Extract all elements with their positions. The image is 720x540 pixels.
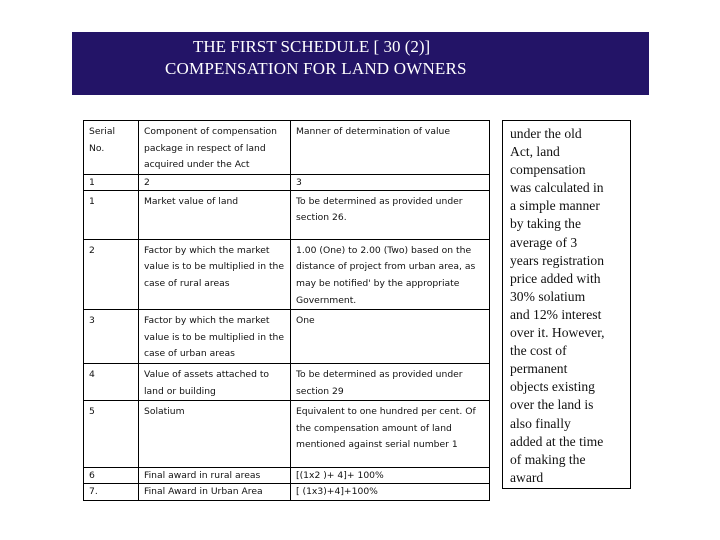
column-number: 2 [139, 174, 291, 190]
title-line-2: COMPENSATION FOR LAND OWNERS [165, 59, 467, 78]
column-number-row [84, 174, 490, 190]
explanatory-note [502, 120, 631, 489]
column-number: 3 [291, 174, 490, 190]
note-line: by taking the [510, 216, 581, 232]
compensation-table [83, 120, 490, 501]
note-line: the cost of [510, 343, 567, 359]
note-line: price added with [510, 270, 601, 286]
table-header-row [84, 121, 490, 175]
header-component: Component of compensation package in respect of land acquired under the Act [139, 121, 291, 175]
cell-component: Market value of land [139, 190, 291, 239]
column-number: 1 [84, 174, 139, 190]
cell-component: Factor by which the market value is to be multiplied in the case of rural areas [139, 239, 291, 309]
cell-component: Factor by which the market value is to be multiplied in the case of urban areas [139, 310, 291, 364]
title-banner [72, 32, 649, 95]
cell-component: Final award in rural areas [139, 468, 291, 484]
note-line: also finally [510, 415, 571, 431]
cell-serial: 1 [84, 190, 139, 239]
cell-manner: Equivalent to one hundred per cent. Of the compensation amount of land mentioned against serial number 1 [291, 401, 490, 468]
cell-manner: [ (1x3)+4]+100% [291, 484, 490, 501]
title-line-1: THE FIRST SCHEDULE [ 30 (2)] [193, 37, 431, 56]
cell-serial: 4 [84, 363, 139, 400]
table-row [84, 310, 490, 364]
note-line: a simple manner [510, 198, 600, 214]
table-row [84, 363, 490, 400]
note-line: and 12% interest [510, 306, 602, 322]
note-line: compensation [510, 162, 586, 178]
note-line: average of 3 [510, 234, 578, 250]
note-line: years registration [510, 252, 604, 268]
cell-manner: To be determined as provided under section 29 [291, 363, 490, 400]
note-line: under the old [510, 126, 582, 141]
cell-manner: One [291, 310, 490, 364]
note-line: was calculated in [510, 180, 604, 196]
table-row [84, 239, 490, 309]
cell-component: Final Award in Urban Area [139, 484, 291, 501]
cell-component: Value of assets attached to land or building [139, 363, 291, 400]
cell-manner: To be determined as provided under section 26. [291, 190, 490, 239]
table-row [84, 190, 490, 239]
cell-manner: [(1x2 )+ 4]+ 100% [291, 468, 490, 484]
cell-component: Solatium [139, 401, 291, 468]
note-line: objects existing [510, 379, 595, 395]
table-row [84, 468, 490, 484]
cell-serial: 5 [84, 401, 139, 468]
note-line: award [510, 469, 544, 485]
cell-serial: 6 [84, 468, 139, 484]
cell-serial: 3 [84, 310, 139, 364]
header-manner: Manner of determination of value [291, 121, 490, 175]
note-line: 30% solatium [510, 288, 586, 304]
note-line: over the land is [510, 397, 594, 413]
cell-serial: 2 [84, 239, 139, 309]
note-line: over it. However, [510, 325, 605, 341]
table-row [84, 484, 490, 501]
header-serial: Serial No. [84, 121, 139, 175]
note-line: Act, land [510, 144, 560, 160]
cell-serial: 7. [84, 484, 139, 501]
table-row [84, 401, 490, 468]
cell-manner: 1.00 (One) to 2.00 (Two) based on the distance of project from urban area, as may be notified' by the appropriate Government. [291, 239, 490, 309]
note-line: added at the time [510, 433, 604, 449]
note-line: permanent [510, 361, 568, 377]
note-line: of making the [510, 451, 586, 467]
